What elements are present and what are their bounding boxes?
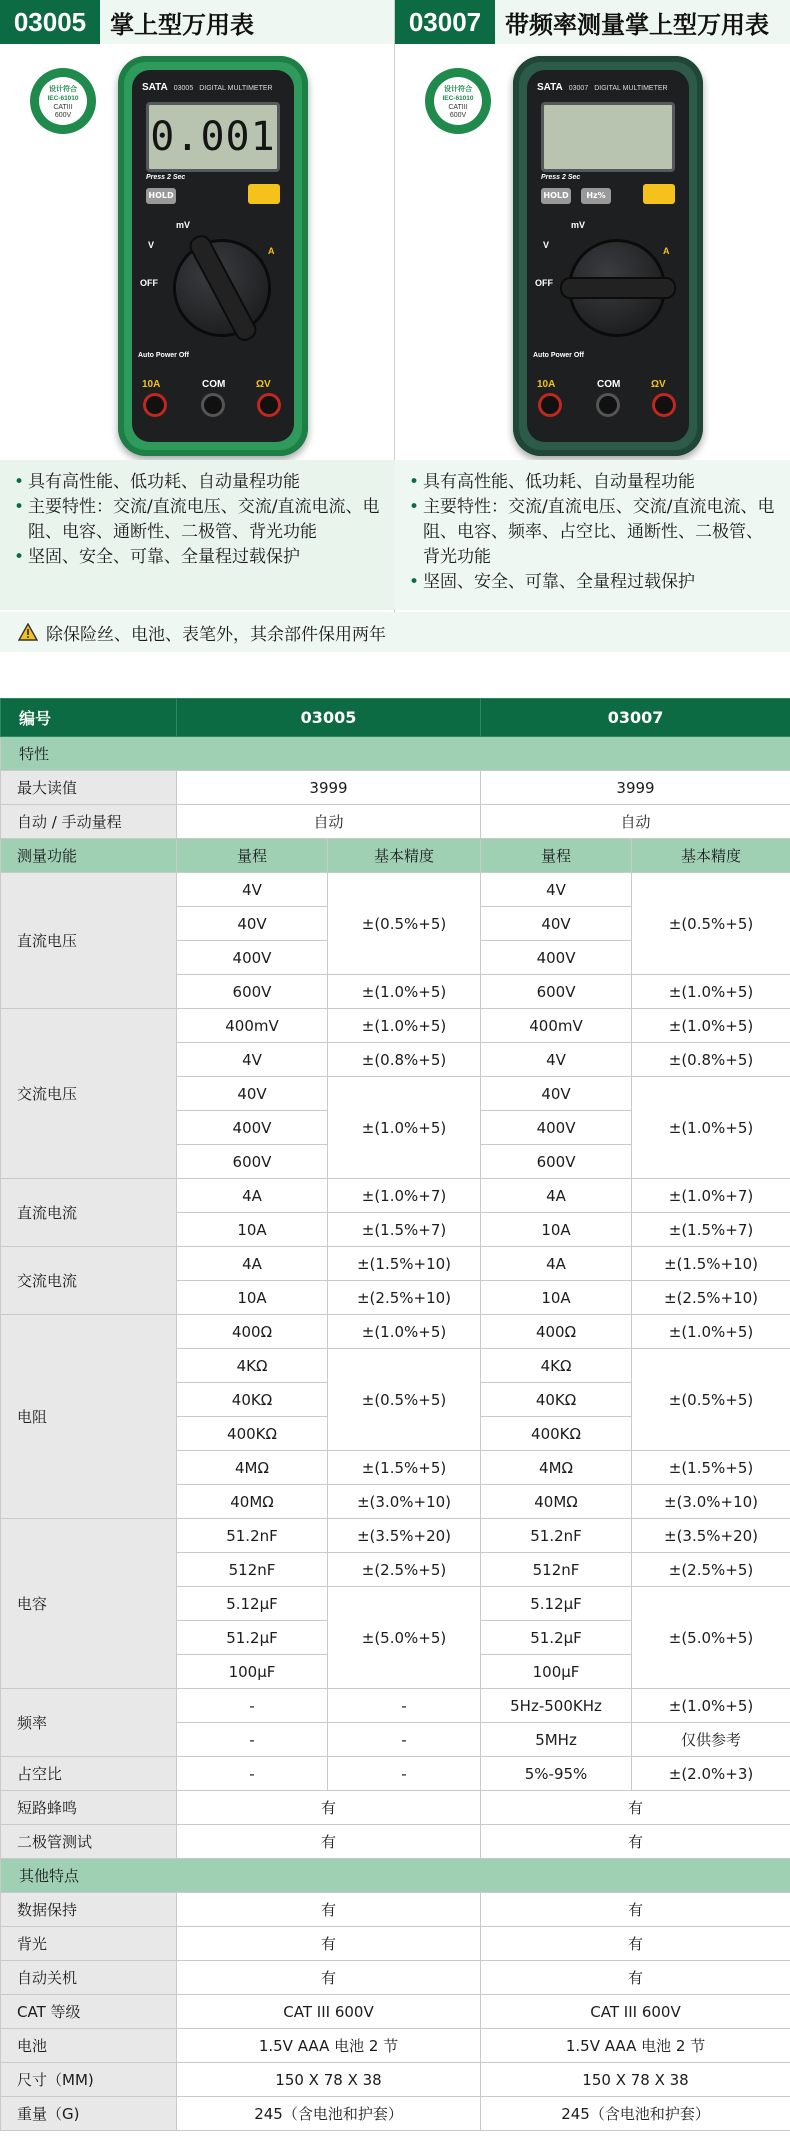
- feature-item: • 具有高性能、低功耗、自动量程功能: [409, 470, 778, 495]
- table-row: [1, 1247, 790, 1281]
- group-label: 电阻: [1, 1315, 177, 1519]
- function-button: [643, 184, 675, 204]
- cell: ±(1.5%+5): [328, 1451, 481, 1485]
- lcd-display: [146, 102, 280, 172]
- table-row: [1, 1009, 790, 1043]
- cell: ±(0.8%+5): [632, 1043, 790, 1077]
- mv-mark: mV: [176, 220, 191, 230]
- mv-mark: mV: [571, 220, 586, 230]
- svg-text:IEC-61010: IEC-61010: [47, 95, 79, 102]
- cell: 自动: [481, 805, 790, 839]
- meter-face: [527, 70, 689, 442]
- cell: ±(1.5%+10): [328, 1247, 481, 1281]
- press-label: Press 2 Sec: [541, 174, 581, 181]
- jack-10a: [541, 396, 559, 414]
- cell: 1.5V AAA 电池 2 节: [481, 2029, 790, 2063]
- cell: 51.2nF: [481, 1519, 632, 1553]
- table-row: [1, 1757, 790, 1791]
- cell: 4KΩ: [177, 1349, 328, 1383]
- group-label: 电容: [1, 1519, 177, 1689]
- cell: ±(1.0%+5): [632, 1315, 790, 1349]
- cell: ±(0.5%+5): [328, 873, 481, 975]
- cell: ±(1.0%+5): [328, 1077, 481, 1179]
- cell: 4V: [481, 873, 632, 907]
- svg-text:设计符合: 设计符合: [49, 85, 77, 93]
- table-row: [1, 1519, 790, 1553]
- feature-item: • 坚固、安全、可靠、全量程过载保护: [409, 570, 778, 595]
- cell: ±(1.5%+7): [632, 1213, 790, 1247]
- row-label: CAT 等级: [1, 1995, 177, 2029]
- cell: 10A: [481, 1213, 632, 1247]
- cell: 10A: [481, 1281, 632, 1315]
- v-mark: V: [543, 240, 550, 250]
- cell: 51.2μF: [481, 1621, 632, 1655]
- multimeter-image: [118, 56, 308, 456]
- cell: -: [177, 1723, 328, 1757]
- table-row: [1, 1315, 790, 1349]
- cell: ±(0.5%+5): [328, 1349, 481, 1451]
- table-row: [1, 1995, 790, 2029]
- jack-com: [204, 396, 222, 414]
- cell: 400KΩ: [481, 1417, 632, 1451]
- cell: ±(1.0%+5): [632, 975, 790, 1009]
- cell: 5.12μF: [177, 1587, 328, 1621]
- jack-label-com: COM: [202, 379, 226, 390]
- cell: 有: [177, 1791, 481, 1825]
- cell: 400V: [177, 1111, 328, 1145]
- svg-text:600V: 600V: [449, 112, 467, 119]
- cell: 400mV: [481, 1009, 632, 1043]
- cell: 512nF: [177, 1553, 328, 1587]
- cell: 4KΩ: [481, 1349, 632, 1383]
- cell: 4A: [177, 1247, 328, 1281]
- cell: 245（含电池和护套）: [481, 2097, 790, 2131]
- feature-item: • 主要特性：交流/直流电压、交流/直流电流、电阻、电容、频率、占空比、通断性、二极管、背光功能: [409, 495, 778, 570]
- product-header: [395, 0, 790, 44]
- section-features: 特性: [1, 737, 790, 771]
- row-label: 尺寸（MM): [1, 2063, 177, 2097]
- cell: 5MHz: [481, 1723, 632, 1757]
- cell: 有: [177, 1927, 481, 1961]
- group-label: 交流电流: [1, 1247, 177, 1315]
- jack-label-ohm-v: ΩV: [256, 379, 271, 390]
- product-photo: [395, 44, 790, 460]
- cell: 100μF: [177, 1655, 328, 1689]
- table-row: [1, 1927, 790, 1961]
- cell: 40MΩ: [177, 1485, 328, 1519]
- table-row: [1, 771, 790, 805]
- product-code: 03007: [395, 0, 495, 44]
- cell: ±(2.5%+10): [632, 1281, 790, 1315]
- cell: 40MΩ: [481, 1485, 632, 1519]
- jack-v: [260, 396, 278, 414]
- group-label: 频率: [1, 1689, 177, 1757]
- row-label: 二极管测试: [1, 1825, 177, 1859]
- auto-off-label: Auto Power Off: [533, 352, 584, 359]
- cell: CAT III 600V: [481, 1995, 790, 2029]
- off-label: OFF: [535, 278, 553, 288]
- cell: ±(3.5%+20): [328, 1519, 481, 1553]
- svg-text:600V: 600V: [54, 112, 72, 119]
- cell: 40KΩ: [481, 1383, 632, 1417]
- cell: 3999: [481, 771, 790, 805]
- feature-list: [395, 460, 790, 610]
- table-row: [1, 1791, 790, 1825]
- cell: 400V: [177, 941, 328, 975]
- row-label: 占空比: [1, 1757, 177, 1791]
- off-label: OFF: [140, 278, 158, 288]
- row-label: 测量功能: [1, 839, 177, 873]
- product-03007: [395, 0, 790, 652]
- cell: 有: [481, 1961, 790, 1995]
- dial-knob: [562, 279, 674, 297]
- cell: ±(0.5%+5): [632, 1349, 790, 1451]
- a-mark: A: [268, 246, 275, 256]
- spec-table: [0, 698, 790, 2131]
- product-photo: [0, 44, 395, 460]
- cell: 4A: [481, 1247, 632, 1281]
- cell: 基本精度: [632, 839, 790, 873]
- cell: 40V: [177, 1077, 328, 1111]
- cell: 4A: [177, 1179, 328, 1213]
- product-header: [0, 0, 394, 44]
- cell: ±(2.5%+5): [328, 1553, 481, 1587]
- cell: 有: [481, 1791, 790, 1825]
- table-row: [1, 2029, 790, 2063]
- cell: 有: [481, 1927, 790, 1961]
- row-label: 数据保持: [1, 1893, 177, 1927]
- jack-com: [599, 396, 617, 414]
- cell: 51.2μF: [177, 1621, 328, 1655]
- auto-off-label: Auto Power Off: [138, 352, 189, 359]
- jack-10a: [146, 396, 164, 414]
- v-mark: V: [148, 240, 155, 250]
- table-row: [1, 805, 790, 839]
- cell: -: [328, 1689, 481, 1723]
- cell: ±(3.0%+10): [328, 1485, 481, 1519]
- hold-button: HOLD: [146, 188, 176, 204]
- cell: 512nF: [481, 1553, 632, 1587]
- warranty-notice: [0, 612, 790, 652]
- warranty-text: 除保险丝、电池、表笔外，其余部件保用两年: [46, 624, 386, 645]
- svg-text:设计符合: 设计符合: [444, 85, 472, 93]
- header-model-1: 03005: [177, 699, 481, 737]
- cell: 4V: [481, 1043, 632, 1077]
- cell: ±(1.5%+7): [328, 1213, 481, 1247]
- svg-text:CATIII: CATIII: [448, 104, 468, 111]
- cell: 3999: [177, 771, 481, 805]
- section-row: [1, 1859, 790, 1893]
- certification-seal-icon: [425, 68, 491, 134]
- row-label: 背光: [1, 1927, 177, 1961]
- group-label: 直流电压: [1, 873, 177, 1009]
- meter-brand: SATA 03005 DIGITAL MULTIMETER: [142, 82, 273, 93]
- cell: 有: [177, 1893, 481, 1927]
- function-button: [248, 184, 280, 204]
- products-section: [0, 0, 790, 652]
- hz-button: Hz%: [581, 188, 611, 204]
- cell: 600V: [177, 975, 328, 1009]
- cell: 4V: [177, 873, 328, 907]
- cell: ±(5.0%+5): [328, 1587, 481, 1689]
- cell: 有: [481, 1893, 790, 1927]
- cell: ±(1.0%+5): [328, 1009, 481, 1043]
- jack-label-10a: 10A: [537, 379, 556, 390]
- measure-header-row: [1, 839, 790, 873]
- lcd-display: [541, 102, 675, 172]
- jack-label-ohm-v: ΩV: [651, 379, 666, 390]
- table-row: [1, 1689, 790, 1723]
- cell: 有: [177, 1825, 481, 1859]
- cell: 5%-95%: [481, 1757, 632, 1791]
- cell: ±(0.5%+5): [632, 873, 790, 975]
- section-other: 其他特点: [1, 1859, 790, 1893]
- cell: 4MΩ: [177, 1451, 328, 1485]
- table-row: [1, 1893, 790, 1927]
- feature-item: • 具有高性能、低功耗、自动量程功能: [14, 470, 383, 495]
- cell: 10A: [177, 1213, 328, 1247]
- cell: 基本精度: [328, 839, 481, 873]
- cell: 400KΩ: [177, 1417, 328, 1451]
- cell: ±(1.0%+5): [328, 1315, 481, 1349]
- cell: CAT III 600V: [177, 1995, 481, 2029]
- section-row: [1, 737, 790, 771]
- dial-knob: [189, 234, 257, 341]
- group-label: 交流电压: [1, 1009, 177, 1179]
- cell: -: [328, 1757, 481, 1791]
- cell: ±(2.0%+3): [632, 1757, 790, 1791]
- multimeter-image: [513, 56, 703, 456]
- row-label: 自动 / 手动量程: [1, 805, 177, 839]
- feature-item: • 主要特性：交流/直流电压、交流/直流电流、电阻、电容、通断性、二极管、背光功能: [14, 495, 383, 545]
- cell: 400V: [481, 941, 632, 975]
- row-label: 重量（G): [1, 2097, 177, 2131]
- cell: 5.12μF: [481, 1587, 632, 1621]
- cell: 40V: [481, 907, 632, 941]
- cell: 10A: [177, 1281, 328, 1315]
- cell: ±(0.8%+5): [328, 1043, 481, 1077]
- jack-v: [655, 396, 673, 414]
- jack-label-10a: 10A: [142, 379, 161, 390]
- product-03005: [0, 0, 395, 652]
- lcd-value: 0.001: [150, 114, 276, 160]
- rotary-dial: [571, 242, 663, 334]
- cell: 40V: [177, 907, 328, 941]
- cell: 40KΩ: [177, 1383, 328, 1417]
- cell: -: [177, 1689, 328, 1723]
- cell: 400Ω: [177, 1315, 328, 1349]
- table-row: [1, 1179, 790, 1213]
- cell: 400V: [481, 1111, 632, 1145]
- meter-face: [132, 70, 294, 442]
- row-label: 电池: [1, 2029, 177, 2063]
- table-row: [1, 2063, 790, 2097]
- cell: -: [328, 1723, 481, 1757]
- header-model-2: 03007: [481, 699, 790, 737]
- cell: ±(1.5%+10): [632, 1247, 790, 1281]
- feature-item: • 坚固、安全、可靠、全量程过载保护: [14, 545, 383, 570]
- cell: ±(2.5%+5): [632, 1553, 790, 1587]
- cell: 量程: [177, 839, 328, 873]
- feature-list: [0, 460, 395, 610]
- row-label: 短路蜂鸣: [1, 1791, 177, 1825]
- cell: ±(3.0%+10): [632, 1485, 790, 1519]
- rotary-dial: [176, 242, 268, 334]
- header-label: 编号: [1, 699, 177, 737]
- table-header-row: [1, 699, 790, 737]
- svg-text:IEC-61010: IEC-61010: [442, 95, 474, 102]
- cell: ±(1.0%+5): [632, 1009, 790, 1043]
- cell: 4A: [481, 1179, 632, 1213]
- cell: 有: [481, 1825, 790, 1859]
- cell: ±(1.0%+5): [328, 975, 481, 1009]
- table-row: [1, 1961, 790, 1995]
- cell: 有: [177, 1961, 481, 1995]
- cell: ±(1.5%+5): [632, 1451, 790, 1485]
- cell: 自动: [177, 805, 481, 839]
- row-label: 最大读值: [1, 771, 177, 805]
- svg-text:CATIII: CATIII: [53, 104, 73, 111]
- product-title: 带频率测量掌上型万用表: [495, 0, 790, 44]
- row-label: 自动关机: [1, 1961, 177, 1995]
- cell: 600V: [481, 975, 632, 1009]
- cell: 100μF: [481, 1655, 632, 1689]
- cell: 400Ω: [481, 1315, 632, 1349]
- cell: 仅供参考: [632, 1723, 790, 1757]
- cell: 5Hz-500KHz: [481, 1689, 632, 1723]
- cell: ±(2.5%+10): [328, 1281, 481, 1315]
- product-title: 掌上型万用表: [100, 0, 394, 44]
- cell: 150 X 78 X 38: [481, 2063, 790, 2097]
- group-label: 直流电流: [1, 1179, 177, 1247]
- cell: 600V: [481, 1145, 632, 1179]
- table-row: [1, 2097, 790, 2131]
- jack-label-com: COM: [597, 379, 621, 390]
- cell: 量程: [481, 839, 632, 873]
- cell: ±(3.5%+20): [632, 1519, 790, 1553]
- cell: ±(1.0%+5): [632, 1077, 790, 1179]
- cell: 600V: [177, 1145, 328, 1179]
- cell: 4MΩ: [481, 1451, 632, 1485]
- cell: 400mV: [177, 1009, 328, 1043]
- table-row: [1, 873, 790, 907]
- cell: ±(5.0%+5): [632, 1587, 790, 1689]
- warning-icon: [18, 623, 38, 641]
- cell: 40V: [481, 1077, 632, 1111]
- cell: 245（含电池和护套）: [177, 2097, 481, 2131]
- cell: ±(1.0%+5): [632, 1689, 790, 1723]
- meter-brand: SATA 03007 DIGITAL MULTIMETER: [537, 82, 668, 93]
- spacer: [0, 652, 790, 698]
- cell: 4V: [177, 1043, 328, 1077]
- hold-button: HOLD: [541, 188, 571, 204]
- cell: -: [177, 1757, 328, 1791]
- cell: ±(1.0%+7): [328, 1179, 481, 1213]
- table-row: [1, 1825, 790, 1859]
- product-code: 03005: [0, 0, 100, 44]
- cell: ±(1.0%+7): [632, 1179, 790, 1213]
- cell: 51.2nF: [177, 1519, 328, 1553]
- a-mark: A: [663, 246, 670, 256]
- cell: 1.5V AAA 电池 2 节: [177, 2029, 481, 2063]
- certification-seal-icon: [30, 68, 96, 134]
- cell: 150 X 78 X 38: [177, 2063, 481, 2097]
- press-label: Press 2 Sec: [146, 174, 186, 181]
